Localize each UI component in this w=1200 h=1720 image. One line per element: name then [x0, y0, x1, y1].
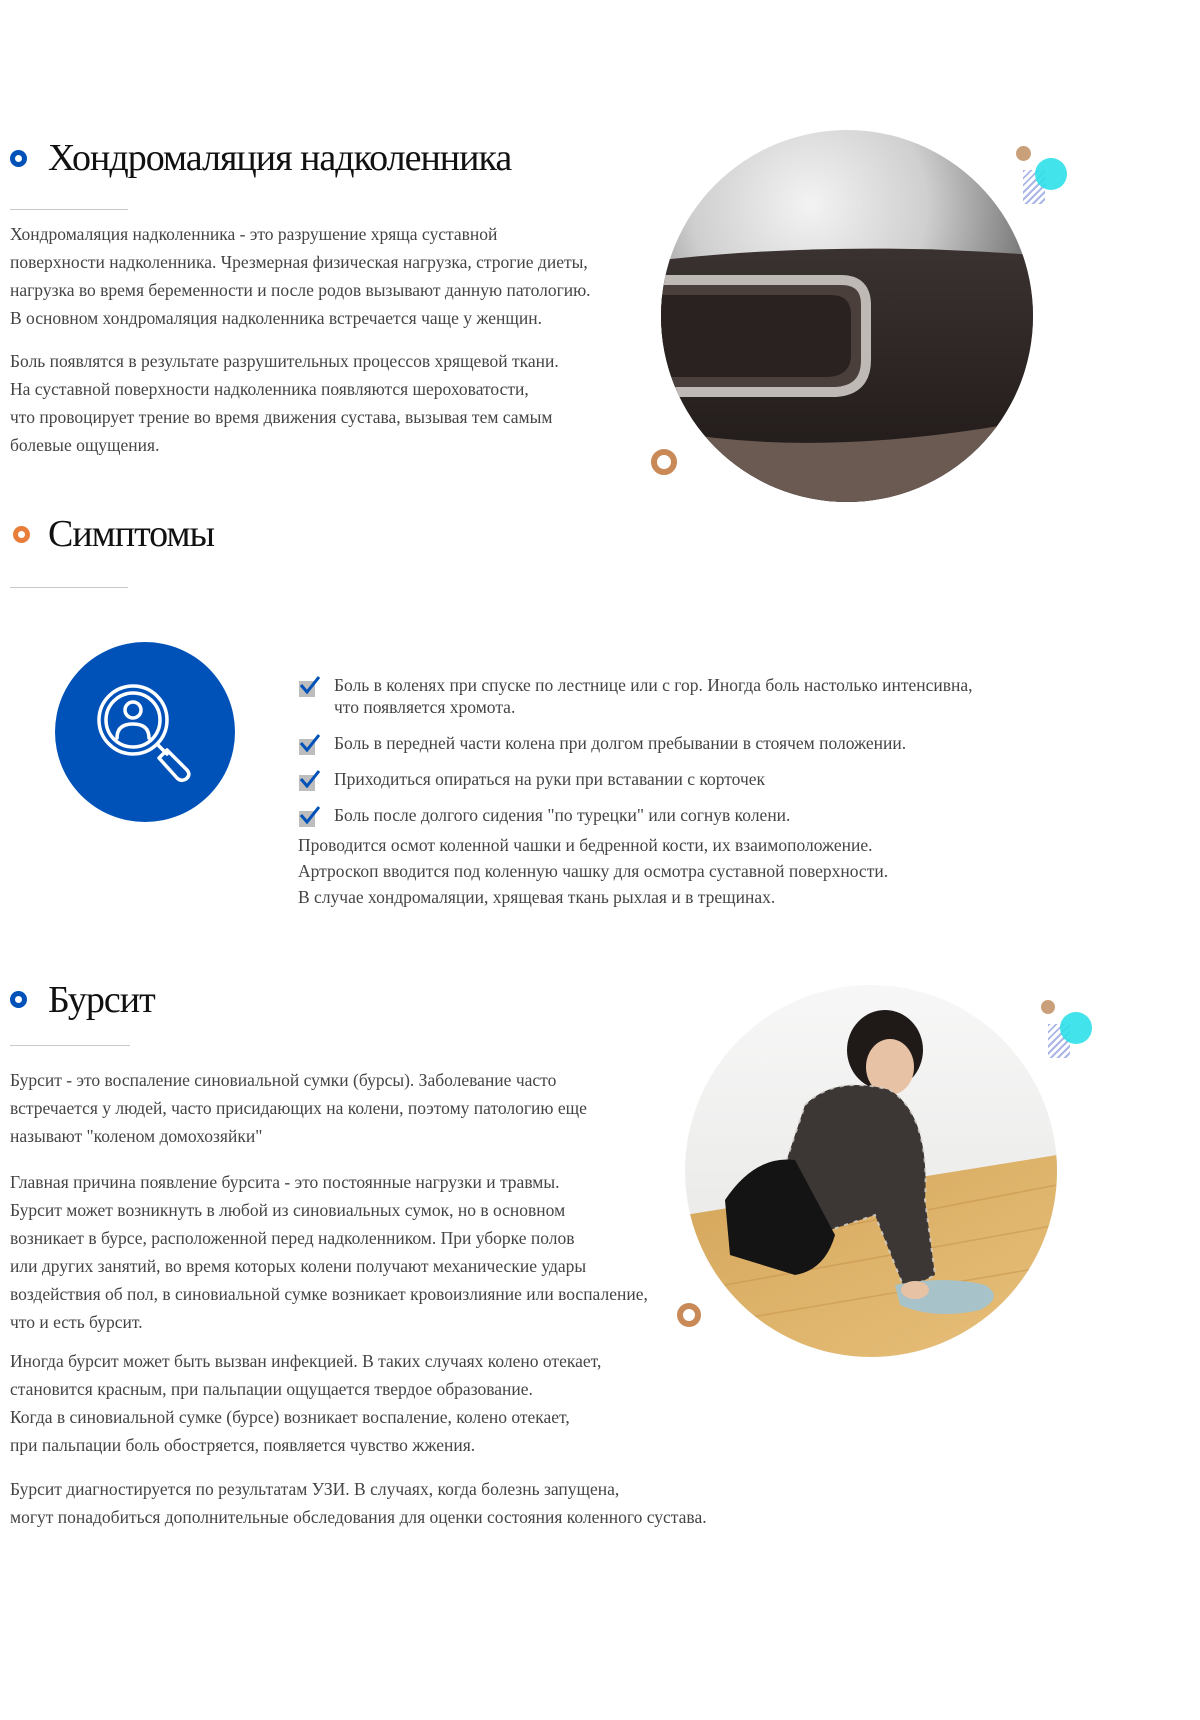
symptoms-list: [298, 674, 1018, 840]
symptom-text: Боль в передней части колена при долгом пребывании в стоячем положении.: [334, 733, 907, 753]
decor-dot-cyan: [1060, 1012, 1092, 1044]
symptom-item: [298, 732, 1018, 754]
section-bullet-icon: [10, 150, 27, 167]
symptom-item: [298, 768, 1018, 790]
decor-ring: [651, 449, 677, 475]
decor-dot-tan: [1041, 1000, 1055, 1014]
symptom-item: [298, 674, 1018, 718]
section-title-chondromalacia: Хондромаляция надколенника: [48, 137, 512, 179]
decor-dot-cyan: [1035, 158, 1067, 190]
housewife-knee-photo: [685, 985, 1057, 1357]
symptom-text: Боль после долгого сидения "по турецки" или согнув колени.: [334, 805, 791, 825]
chondromalacia-paragraph-1: Хондромаляция надколенника - это разрушение хряща суставной поверхности надколенника. Чрезмерная физическая нагрузка, строгие диеты, нагрузка во время беременности и после родов вызывают данную патологию. В основном хондромаляция надколенника встречается чаще у женщин.: [10, 224, 591, 328]
checkmark-icon: [298, 734, 320, 756]
section-title-bursitis: Бурсит: [48, 979, 155, 1021]
section-divider: [10, 209, 128, 210]
checkmark-icon: [298, 770, 320, 792]
symptom-item: [298, 804, 1018, 826]
section-title-symptoms: Симптомы: [48, 513, 215, 555]
search-person-icon: [55, 642, 235, 822]
bursitis-paragraph-3: Иногда бурсит может быть вызван инфекцией. В таких случаях колено отекает, становится красным, при пальпации ощущается твердое образование. Когда в синовиальной сумке (бурсе) возникает воспаление, колено отекает, при пальпации боль обостряется, появляется чувство жжения.: [10, 1351, 602, 1455]
symptoms-note: Проводится осмот коленной чашки и бедренной кости, их взаимоположение. Артроскоп вводится под коленную чашку для осмотра суставной поверхности. В случае хондромаляции, хрящевая ткань рыхлая и в трещинах.: [298, 835, 889, 907]
decor-ring: [677, 1303, 701, 1327]
checkmark-icon: [298, 676, 320, 698]
arthroscopy-photo: [661, 130, 1033, 502]
bursitis-paragraph-4: Бурсит диагностируется по результатам УЗИ. В случаях, когда болезнь запущена, могут понадобиться дополнительные обследования для оценки состояния коленного сустава.: [10, 1479, 707, 1527]
woman-cleaning-floor-image: [685, 985, 1057, 1357]
bursitis-paragraph-1: Бурсит - это воспаление синовиальной сумки (бурсы). Заболевание часто встречается у людей, часто присидающих на колени, поэтому патологию еще называют "коленом домохозяйки": [10, 1070, 587, 1146]
decor-dot-tan: [1016, 146, 1031, 161]
section-bullet-icon: [13, 526, 30, 543]
symptom-text: Боль в коленях при спуске по лестнице или с гор. Иногда боль настолько интенсивна, что появляется хромота.: [334, 675, 973, 717]
section-divider: [10, 587, 128, 588]
bursitis-paragraph-2: Главная причина появление бурсита - это постоянные нагрузки и травмы. Бурсит может возникнуть в любой из синовиальных сумок, но в основном возникает в бурсе, расположенной перед надколенником. При уборке полов или других занятий, во время которых колени получают механические удары воздействия об пол, в синовиальной сумке возникает кровоизлияние или воспаление, что и есть бурсит.: [10, 1172, 648, 1332]
chondromalacia-paragraph-2: Боль появлятся в результате разрушительных процессов хрящевой ткани. На суставной поверхности надколенника появляются шероховатости, что провоцирует трение во время движения сустава, вызывая тем самым болевые ощущения.: [10, 351, 559, 455]
arthroscopy-image: [661, 130, 1033, 502]
section-divider: [10, 1045, 130, 1046]
section-bullet-icon: [10, 991, 27, 1008]
symptoms-icon-circle: [55, 642, 235, 822]
checkmark-icon: [298, 806, 320, 828]
symptom-text: Приходиться опираться на руки при вставании с корточек: [334, 769, 766, 789]
